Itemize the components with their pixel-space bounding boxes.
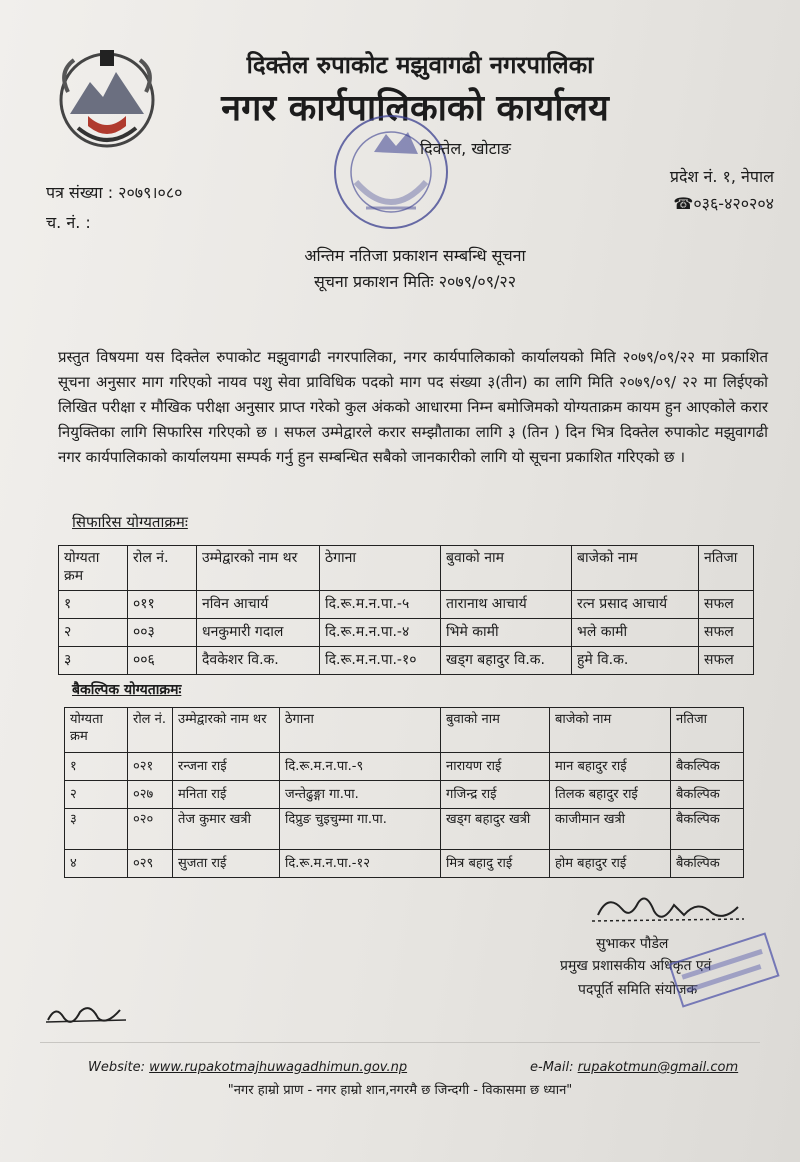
table-cell: दि.रू.म.न.पा.-४ bbox=[320, 619, 441, 647]
table-cell: मान बहादुर राई bbox=[550, 753, 671, 781]
table-cell: दि.रू.म.न.पा.-५ bbox=[320, 591, 441, 619]
table-cell: दि.रू.म.न.पा.-१० bbox=[320, 647, 441, 675]
table-row bbox=[65, 781, 744, 809]
table-cell: खड्ग बहादुर वि.क. bbox=[441, 647, 572, 675]
municipality-name: दिक्तेल रुपाकोट मझुवागढी नगरपालिका bbox=[246, 51, 594, 79]
column-header: नतिजा bbox=[671, 708, 744, 753]
table-cell: तिलक बहादुर राई bbox=[550, 781, 671, 809]
alternate-heading: बैकल्पिक योग्यताक्रमः bbox=[72, 682, 182, 698]
table-cell: भले कामी bbox=[572, 619, 699, 647]
table-header-row bbox=[59, 546, 754, 591]
office-location: दिक्तेल, खोटाङ bbox=[420, 139, 511, 158]
table-cell: जन्तेढुङ्गा गा.पा. bbox=[280, 781, 441, 809]
table-cell: २ bbox=[59, 619, 128, 647]
signatory-title: प्रमुख प्रशासकीय अधिकृत एवं bbox=[560, 958, 712, 974]
table-cell: ०२९ bbox=[128, 850, 173, 878]
column-header: ठेगाना bbox=[320, 546, 441, 591]
table-cell: काजीमान खत्री bbox=[550, 809, 671, 850]
table-cell: भिमे कामी bbox=[441, 619, 572, 647]
table-cell: दैवकेशर वि.क. bbox=[197, 647, 320, 675]
phone-number: ☎०३६-४२०२०४ bbox=[673, 194, 774, 213]
table-cell: ००६ bbox=[128, 647, 197, 675]
table-cell: दिप्रुङ चुइचुम्मा गा.पा. bbox=[280, 809, 441, 850]
table-cell: सफल bbox=[699, 647, 754, 675]
table-cell: दि.रू.म.न.पा.-९ bbox=[280, 753, 441, 781]
table-row bbox=[65, 850, 744, 878]
website-label: Website: bbox=[88, 1060, 145, 1075]
recommended-table bbox=[58, 545, 754, 675]
table-row bbox=[65, 809, 744, 850]
notice-title: अन्तिम नतिजा प्रकाशन सम्बन्धि सूचना bbox=[304, 246, 526, 265]
table-cell: दि.रू.म.न.पा.-१२ bbox=[280, 850, 441, 878]
dispatch-number: च. नं. : bbox=[46, 213, 91, 232]
table-header-row bbox=[65, 708, 744, 753]
table-cell: २ bbox=[65, 781, 128, 809]
table-cell: बैकल्पिक bbox=[671, 850, 744, 878]
table-cell: तारानाथ आचार्य bbox=[441, 591, 572, 619]
table-cell: मित्र बहादु राई bbox=[441, 850, 550, 878]
column-header: योग्यता क्रम bbox=[65, 708, 128, 753]
table-cell: सफल bbox=[699, 619, 754, 647]
table-cell: ०२७ bbox=[128, 781, 173, 809]
column-header: उम्मेद्वारको नाम थर bbox=[173, 708, 280, 753]
website-link[interactable]: www.rupakotmajhuwagadhimun.gov.np bbox=[149, 1060, 408, 1075]
table-cell: रन्जना राई bbox=[173, 753, 280, 781]
column-header: नतिजा bbox=[699, 546, 754, 591]
column-header: ठेगाना bbox=[280, 708, 441, 753]
table-cell: मनिता राई bbox=[173, 781, 280, 809]
table-cell: बैकल्पिक bbox=[671, 809, 744, 850]
initials-icon bbox=[42, 1000, 132, 1030]
office-name: नगर कार्यपालिकाको कार्यालय bbox=[221, 88, 609, 129]
column-header: योग्यता क्रम bbox=[59, 546, 128, 591]
table-cell: ३ bbox=[59, 647, 128, 675]
office-stamp-icon bbox=[326, 112, 456, 242]
signatory-committee: पदपूर्ति समिति संयोजक bbox=[578, 982, 698, 998]
table-cell: ०११ bbox=[128, 591, 197, 619]
footer-motto: "नगर हाम्रो प्राण - नगर हाम्रो शान,नगरमै छ जिन्दगी - विकासमा छ ध्यान" bbox=[227, 1083, 573, 1098]
notice-body: प्रस्तुत विषयमा यस दिक्तेल रुपाकोट मझुवागढी नगरपालिका, नगर कार्यपालिकाको कार्यालयको मिति २०७९/०९/२२ मा प्रकाशित सूचना अनुसार माग गरिएको नायव पशु सेवा प्राविधिक पदको माग पद संख्या ३(तीन) का लागि मिति २०७९/०९/ २२ मा लिईएको लिखित परीक्षा र मौखिक परीक्षा अनुसार प्राप्त गरेको कुल अंकको आधारमा निम्न बमोजिमको योग्यताक्रम कायम हुन आएकोले करार नियुक्तिका लागि सिफारिस गरिएको छ । सफल उम्मेद्वारले करार सम्झौताका लागि ३ (तिन ) दिन भित्र दिक्तेल रुपाकोट मझुवागढी नगर कार्यपालिकाको कार्यालयमा सम्पर्क गर्नु हुन सम्बन्धित सबैको जानकारीको लागि यो सूचना प्रकाशित गरिएको छ । bbox=[58, 348, 768, 466]
table-cell: धनकुमारी गदाल bbox=[197, 619, 320, 647]
column-header: रोल नं. bbox=[128, 546, 197, 591]
table-row bbox=[65, 753, 744, 781]
footer-divider bbox=[40, 1042, 760, 1043]
table-row bbox=[59, 619, 754, 647]
table-cell: नविन आचार्य bbox=[197, 591, 320, 619]
table-cell: रत्न प्रसाद आचार्य bbox=[572, 591, 699, 619]
footer-email bbox=[530, 1060, 738, 1075]
table-cell: खड्ग बहादुर खत्री bbox=[441, 809, 550, 850]
notice-date: सूचना प्रकाशन मितिः २०७९/०९/२२ bbox=[313, 272, 517, 291]
table-cell: होम बहादुर राई bbox=[550, 850, 671, 878]
table-cell: ००३ bbox=[128, 619, 197, 647]
table-cell: ०२० bbox=[128, 809, 173, 850]
signatory-name: सुभाकर पौडेल bbox=[596, 936, 669, 952]
email-link[interactable]: rupakotmun@gmail.com bbox=[577, 1060, 739, 1075]
signature-icon bbox=[588, 885, 748, 933]
table-cell: नारायण राई bbox=[441, 753, 550, 781]
table-row bbox=[59, 591, 754, 619]
column-header: बाजेको नाम bbox=[572, 546, 699, 591]
letter-number: पत्र संख्या : २०७९।०८० bbox=[46, 183, 183, 202]
email-label: e-Mail: bbox=[530, 1060, 574, 1075]
province-text: प्रदेश नं. १, नेपाल bbox=[669, 167, 774, 186]
column-header: बुवाको नाम bbox=[441, 546, 572, 591]
table-cell: हुमे वि.क. bbox=[572, 647, 699, 675]
alternate-table bbox=[64, 707, 744, 878]
table-cell: गजिन्द्र राई bbox=[441, 781, 550, 809]
column-header: बुवाको नाम bbox=[441, 708, 550, 753]
table-cell: ४ bbox=[65, 850, 128, 878]
table-cell: १ bbox=[59, 591, 128, 619]
table-cell: बैकल्पिक bbox=[671, 753, 744, 781]
official-stamp-icon bbox=[664, 930, 784, 1010]
table-cell: १ bbox=[65, 753, 128, 781]
table-cell: ०२१ bbox=[128, 753, 173, 781]
column-header: रोल नं. bbox=[128, 708, 173, 753]
table-cell: बैकल्पिक bbox=[671, 781, 744, 809]
recommended-heading: सिफारिस योग्यताक्रमः bbox=[72, 513, 188, 531]
table-cell: ३ bbox=[65, 809, 128, 850]
table-row bbox=[59, 647, 754, 675]
table-cell: सुजता राई bbox=[173, 850, 280, 878]
column-header: उम्मेद्वारको नाम थर bbox=[197, 546, 320, 591]
footer-website bbox=[88, 1060, 407, 1075]
table-cell: तेज कुमार खत्री bbox=[173, 809, 280, 850]
table-cell: सफल bbox=[699, 591, 754, 619]
column-header: बाजेको नाम bbox=[550, 708, 671, 753]
